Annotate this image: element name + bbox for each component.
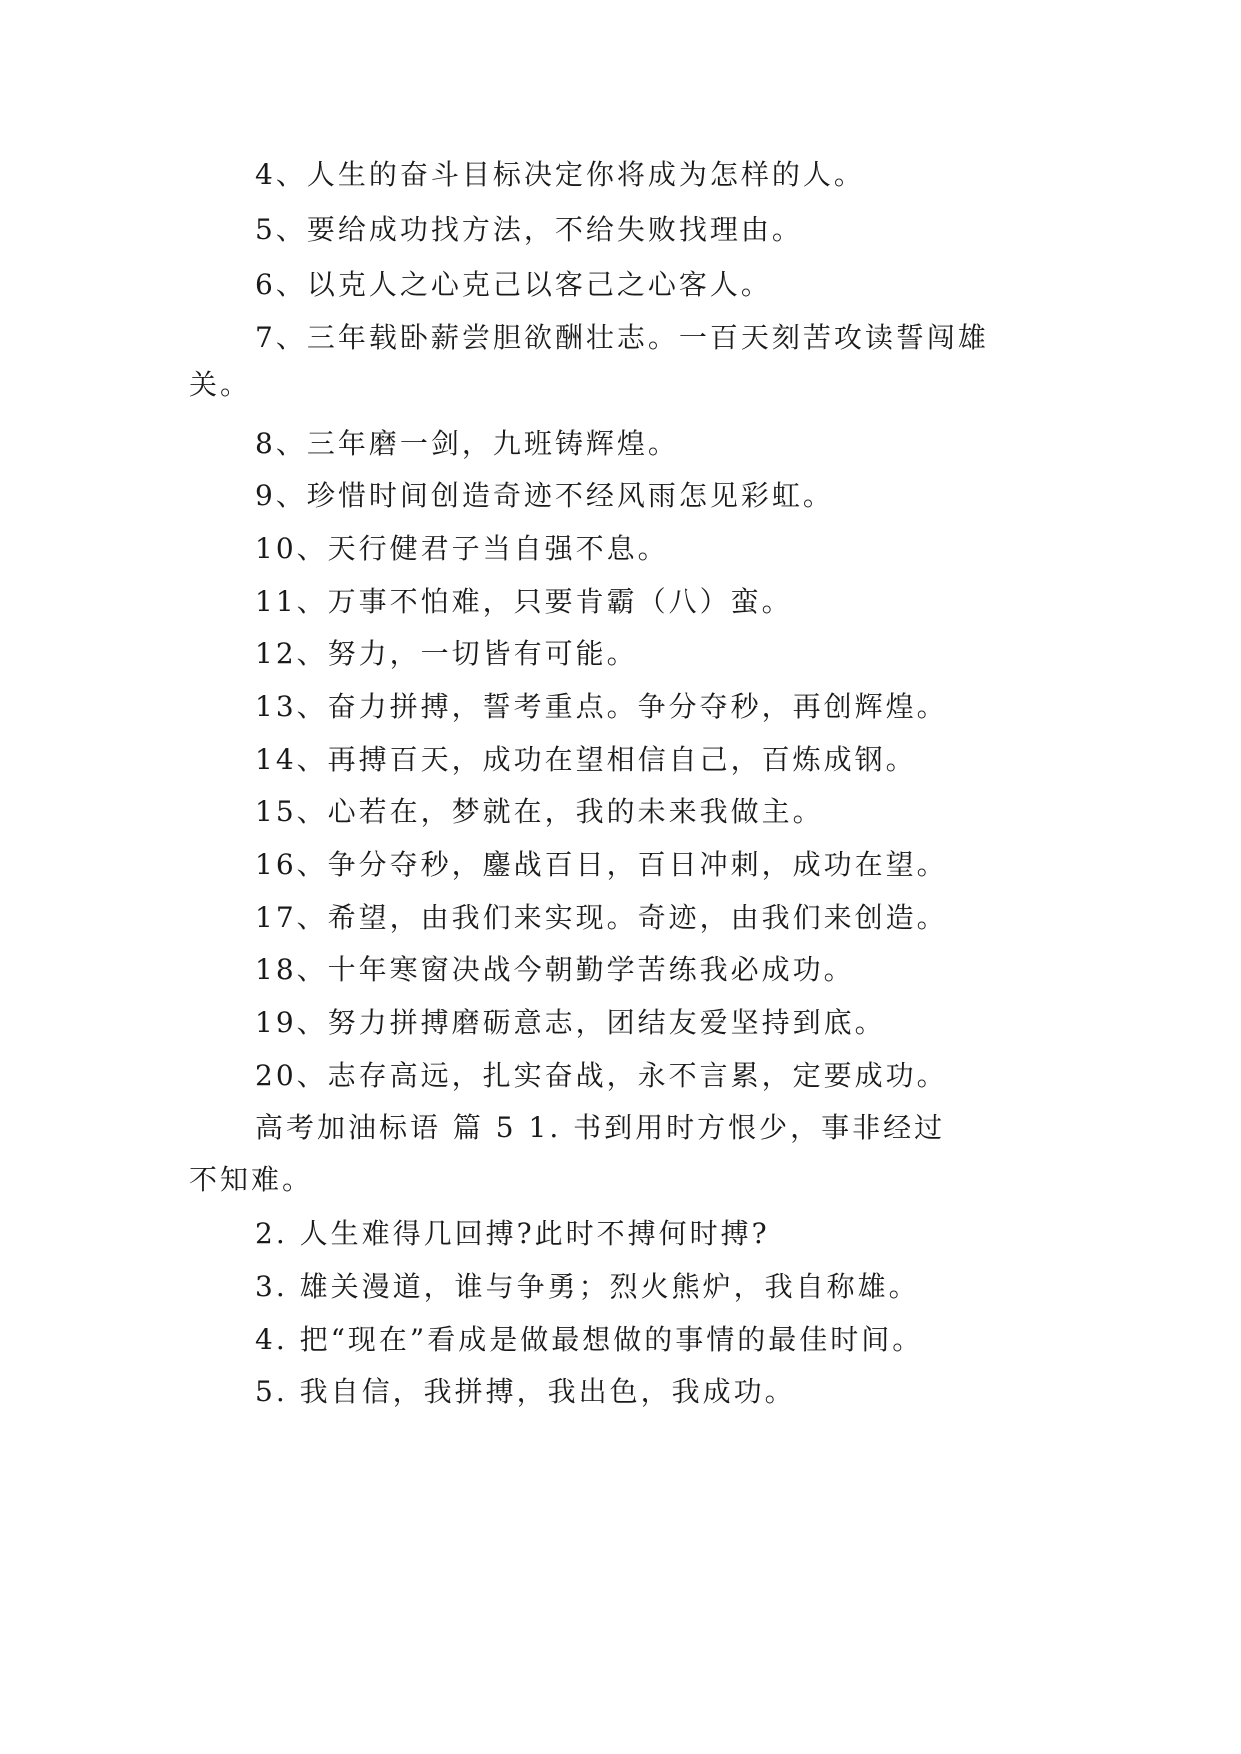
text-line: 5、要给成功找方法，不给失败找理由。 [255,213,803,246]
text-line: 10、天行健君子当自强不息。 [255,532,669,565]
text-line: 12、努力，一切皆有可能。 [255,637,638,670]
text-line: 9、珍惜时间创造奇迹不经风雨怎见彩虹。 [255,479,834,512]
text-line: 15、心若在，梦就在，我的未来我做主。 [255,795,824,828]
text-line: 18、十年寒窗决战今朝勤学苦练我必成功。 [255,953,855,986]
text-line: 13、奋力拼搏，誓考重点。争分夺秒，再创辉煌。 [255,690,948,723]
text-line: 8、三年磨一剑，九班铸辉煌。 [255,427,679,460]
text-line: 3. 雄关漫道，谁与争勇；烈火熊炉，我自称雄。 [255,1270,920,1303]
text-line: 4. 把“现在”看成是做最想做的事情的最佳时间。 [255,1323,924,1356]
text-line: 6、以克人之心克己以客己之心客人。 [255,268,772,301]
text-line: 4、人生的奋斗目标决定你将成为怎样的人。 [255,158,865,191]
text-line: 16、争分夺秒，鏖战百日，百日冲刺，成功在望。 [255,848,948,881]
text-line: 2. 人生难得几回搏?此时不搏何时搏? [255,1217,770,1250]
text-line: 关。 [189,368,252,401]
text-line: 11、万事不怕难，只要肯霸（八）蛮。 [255,585,793,618]
text-line: 17、希望，由我们来实现。奇迹，由我们来创造。 [255,901,948,934]
text-line: 20、志存高远，扎实奋战，永不言累，定要成功。 [255,1059,948,1092]
text-line: 7、三年载卧薪尝胆欲酬壮志。一百天刻苦攻读誓闯雄 [255,321,989,354]
text-line: 5. 我自信，我拼搏，我出色，我成功。 [255,1375,796,1408]
text-line: 不知难。 [189,1163,314,1196]
text-line: 19、努力拼搏磨砺意志，团结友爱坚持到底。 [255,1006,886,1039]
text-line: 14、再搏百天，成功在望相信自己，百炼成钢。 [255,743,917,776]
section-heading-line: 高考加油标语 篇 5 1. 书到用时方恨少，事非经过 [255,1111,946,1144]
